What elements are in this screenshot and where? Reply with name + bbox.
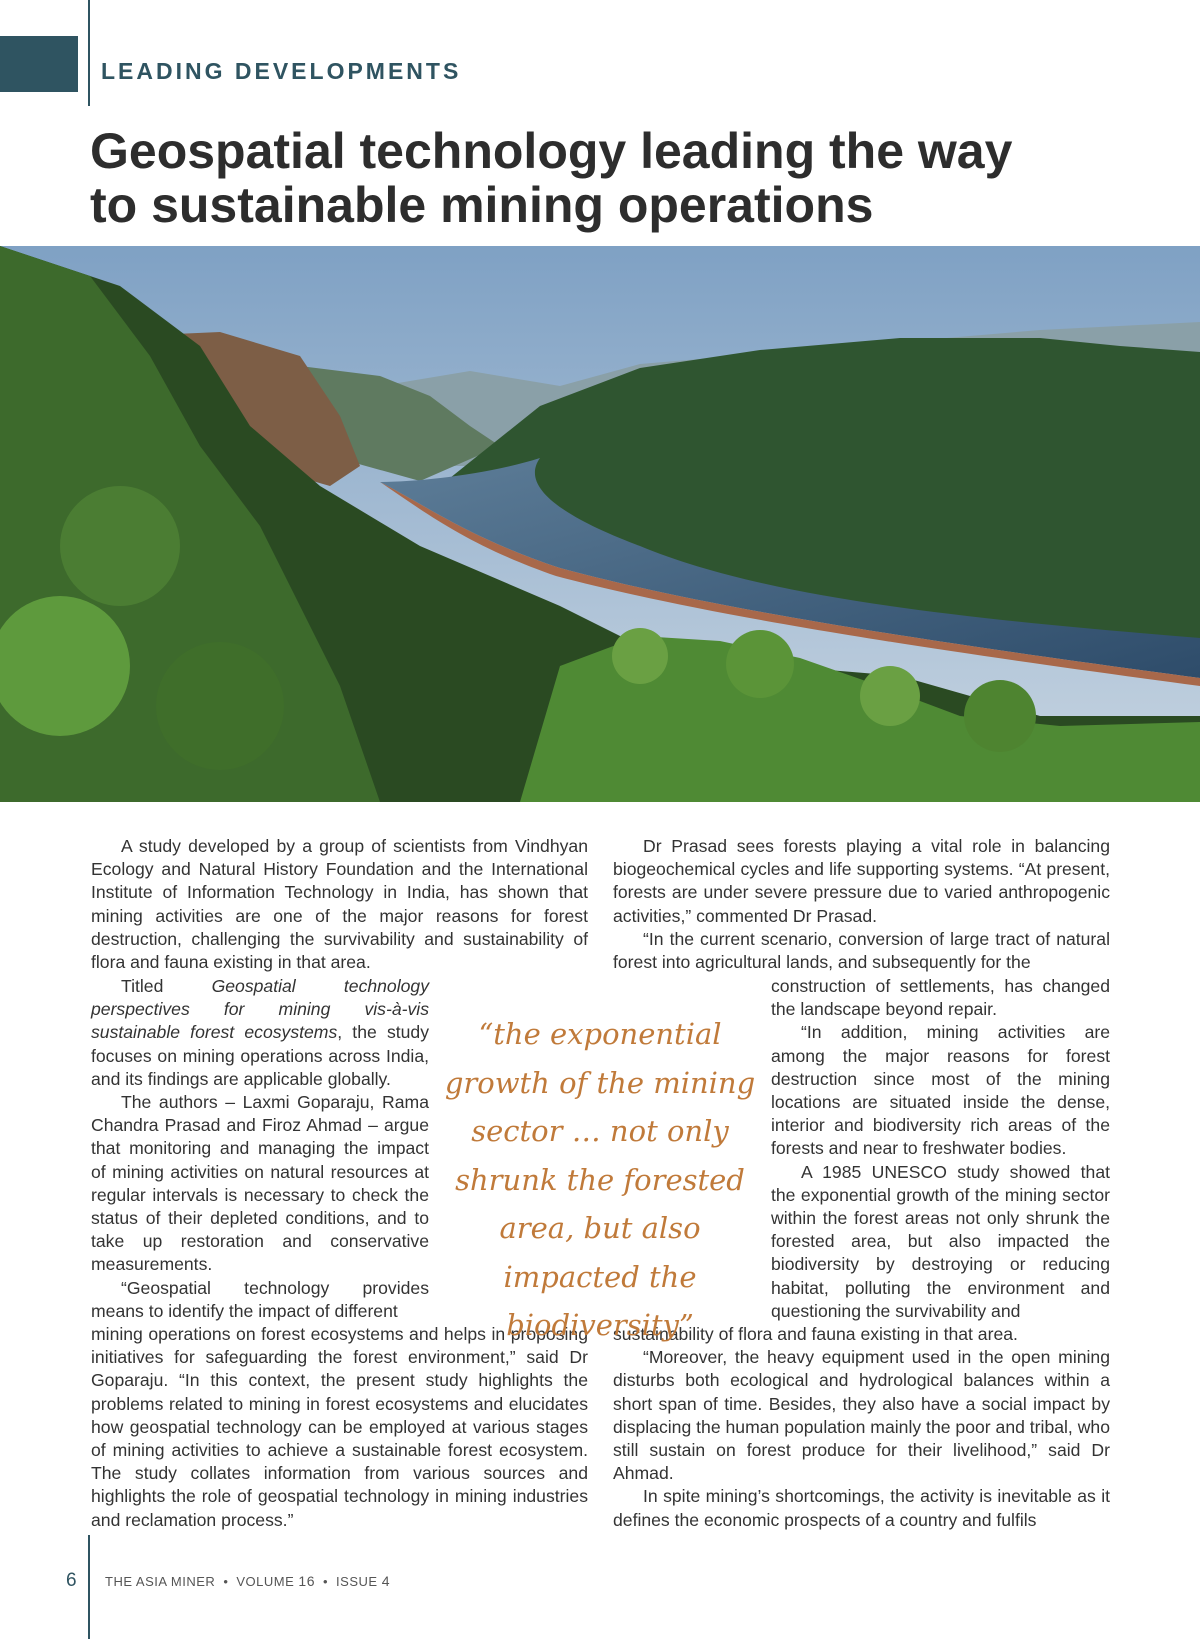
headline-line-1: Geospatial technology leading the way: [90, 123, 1013, 179]
paragraph: “In the current scenario, conversion of large tract of natural forest into agricultural lands, and subsequently for the: [613, 928, 1110, 973]
volume-label: VOLUME: [236, 1574, 295, 1589]
paragraph: A study developed by a group of scientists from Vindhyan Ecology and Natural History Foundation and the International Institute of Information Technology in India, has shown that mining activities are one of the major reasons for forest destruction, challenging the survivability and sustainability of flora and fauna existing in that area.: [91, 836, 588, 973]
page-number: 6: [66, 1570, 77, 1591]
paragraph: A 1985 UNESCO study showed that the exponential growth of the mining sector within the forest areas not only shrunk the forested area, but also impacted the biodiversity by destroying or reducing habitat, polluting the environment and questioning the survivability and: [771, 1161, 1110, 1321]
paragraph: “In addition, mining activities are among the major reasons for forest destruction since most of the mining locations are situated inside the dense, interior and biodiversity rich areas of the forests and near to freshwater bodies.: [771, 1022, 1110, 1159]
header-vertical-rule: [88, 0, 90, 106]
headline-line-2: to sustainable mining operations: [90, 177, 874, 233]
article-headline: [90, 124, 1140, 232]
magazine-name: THE ASIA MINER: [105, 1574, 216, 1589]
footer-info: [105, 1573, 390, 1589]
pull-quote: “the exponential growth of the mining sector … not only shrunk the forested area, but also impacted the biodiversity”: [444, 1017, 756, 1342]
paragraph: “Moreover, the heavy equipment used in the open mining disturbs both ecological and hydrological balances within a short span of time. Besides, they also have a social impact by displacing the human population mainly the poor and tribal, who still sustain on forest produce for their livelihood,” said Dr Ahmad.: [613, 1347, 1110, 1484]
study-title: Geospatial technology perspectives for mining vis-à-vis sustainable forest ecosystems: [91, 976, 429, 1043]
column-left-top: [91, 835, 588, 974]
column-left-bottom: [91, 1323, 588, 1532]
paragraph: The authors – Laxmi Goparaju, Rama Chandra Prasad and Firoz Ahmad – argue that monitoring and managing the impact of mining activities on natural resources at regular intervals is necessary to check the status of their depleted conditions, and to take up restoration and conservative measurements.: [91, 1092, 429, 1275]
hero-photo: [0, 246, 1200, 802]
issue-number: 4: [381, 1573, 390, 1589]
hero-photo-illustration: [0, 246, 1200, 802]
paragraph-continued: sustainability of flora and fauna existing in that area.: [613, 1324, 1018, 1344]
paragraph-text: , the study focuses on mining operations across India, and its findings are applicable globally.: [91, 1022, 429, 1089]
paragraph-continued: construction of settlements, has changed the landscape beyond repair.: [771, 976, 1110, 1020]
paragraph: [91, 975, 429, 1091]
footer-vertical-rule: [88, 1535, 90, 1639]
paragraph-text: Titled: [121, 976, 212, 996]
column-right-narrow: [771, 975, 1110, 1323]
separator-dot: •: [322, 1574, 329, 1589]
volume-number: 16: [298, 1573, 315, 1589]
section-label: LEADING DEVELOPMENTS: [101, 58, 462, 84]
paragraph: In spite mining’s shortcomings, the activity is inevitable as it defines the economic prospects of a country and fulfils: [613, 1486, 1110, 1530]
column-right-bottom: [613, 1323, 1110, 1532]
section-color-block: [0, 36, 78, 92]
separator-dot: •: [223, 1574, 229, 1589]
paragraph-continued: mining operations on forest ecosystems and helps in proposing initiatives for safeguarding the forest environment,” said Dr Goparaju. “In this context, the present study highlights the problems related to mining in forest ecosystems and elucidates how geospatial technology can be employed at various stages of mining activities to achieve a sustainable forest ecosystem. The study collates information from various sources and highlights the role of geospatial technology in mining industries and reclamation process.”: [91, 1324, 588, 1530]
paragraph: “Geospatial technology provides means to identify the impact of different: [91, 1277, 429, 1321]
paragraph: Dr Prasad sees forests playing a vital role in balancing biogeochemical cycles and life supporting systems. “At present, forests are under severe pressure due to varied anthropogenic activities,” commented Dr Prasad.: [613, 836, 1110, 926]
column-left-narrow: [91, 975, 429, 1323]
issue-label: ISSUE: [336, 1574, 378, 1589]
column-right-top: [613, 835, 1110, 974]
